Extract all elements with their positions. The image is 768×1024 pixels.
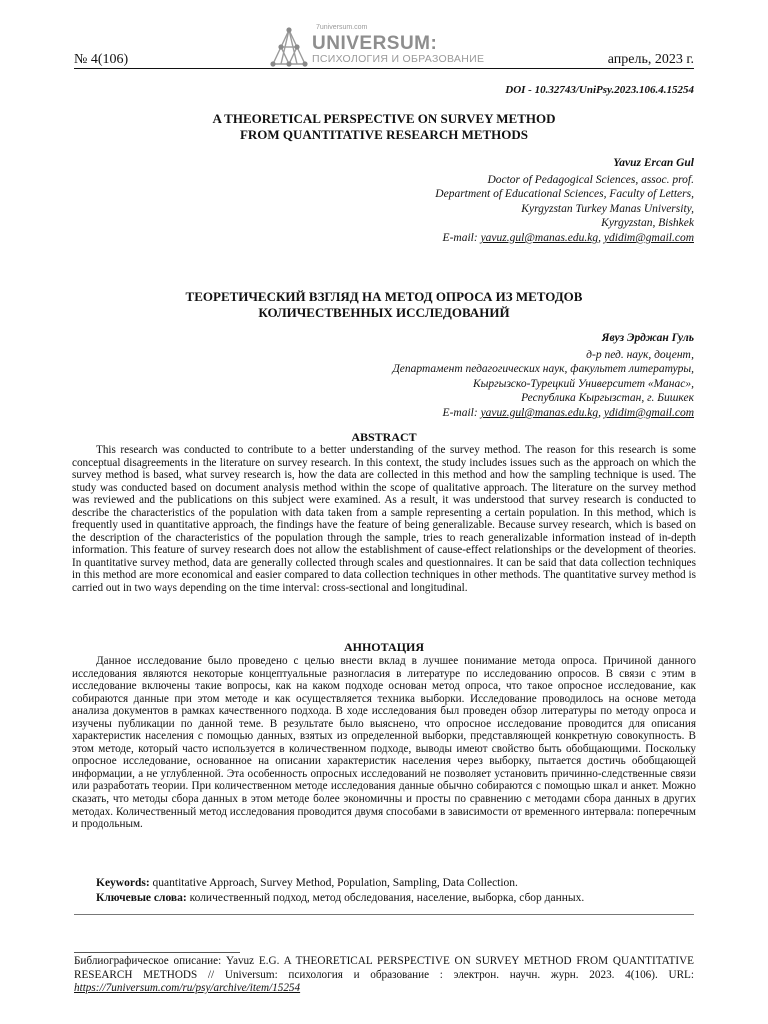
annotation-text: Данное исследование было проведено с целью внести вклад в лучшее понимание метода опроса. Причиной данного исследования являются некоторые концептуальные разногласия в литературе по исследованию опросов. В связи с этим в исследование включены такие вопросы, как на каком подходе основан метод опроса, что такое опросное исследование, как собираются данные при этом методе и как осуществляется техника выборки. Исследование проводилось на основе метода анализа документов в рамках качественного подхода. В ходе исследования был проведен обзор литературы по методу опроса и изучены публикации по данной теме. В результате было выяснено, что опросное исследование проводится для описания характеристик населения с помощью данных, взятых из определенной выборки, представляющей конкретную совокупность. В этом методе, который часто используется в количественном подходе, выводы имеют свойство быть обобщающими. Поскольку опросное исследование, основанное на описании характеристик населения через выборку, пытается достичь обобщающей информации, а не углубленной. Эта особенность опросных исследований не позволяет установить причинно-следственные связи или разработать теории. При количественном методе исследования данные обычно собираются с помощью шкал и анкет. Можно сказать, что методы сбора данных в этом методе более экономичны и просты по сравнению с методами сбора данных в других методах. Количественный метод исследования проводится двумя способами в зависимости от временного интервала: поперечным и продольным. bbox=[72, 655, 696, 831]
footnote-text: Yavuz E.G. A THEORETICAL PERSPECTIVE ON SURVEY METHOD FROM QUANTITATIVE RESEARCH METHODS // Universum: психология и образование : электрон. научн. журн. 2023. 4(106). URL: bbox=[74, 955, 694, 981]
keywords-text: quantitative Approach, Survey Method, Population, Sampling, Data Collection. bbox=[149, 877, 518, 889]
annotation-heading: АННОТАЦИЯ bbox=[343, 640, 425, 654]
logo-subtitle: ПСИХОЛОГИЯ И ОБРАЗОВАНИЕ bbox=[312, 53, 485, 65]
doi: DOI - 10.32743/UniPsy.2023.106.4.15254 bbox=[505, 84, 694, 96]
affiliation-line: Kyrgyzstan, Bishkek bbox=[601, 217, 694, 230]
title-line: FROM QUANTITATIVE RESEARCH METHODS bbox=[239, 127, 529, 142]
footnote-rule bbox=[74, 952, 240, 953]
header-divider bbox=[74, 68, 694, 69]
title-line: КОЛИЧЕСТВЕННЫХ ИССЛЕДОВАНИЙ bbox=[258, 305, 510, 320]
title-line: A THEORETICAL PERSPECTIVE ON SURVEY METHOD bbox=[212, 111, 556, 126]
affiliation-line: Департамент педагогических наук, факультет литературы, bbox=[392, 363, 694, 376]
email-line bbox=[392, 406, 694, 421]
keywords-en bbox=[96, 877, 518, 889]
keywords-ru bbox=[96, 892, 584, 904]
abstract-text: This research was conducted to contribute to a better understanding of the survey method. The reason for this research is some conceptual disagreements in the literature on survey research. In this context, the study includes issues such as the approach on which the survey method is based, what survey research is, how the data are collected in this method and how the sampling technique is used. The study was conducted based on document analysis method within the scope of qualitative approach. The literature on the survey method was reviewed and the publications on this subject were examined. As a result, it was understood that survey research is conducted to describe the characteristics of the population with data taken from a sample representing a certain population. In this method, which is frequently used in quantitative approach, the findings have the feature of being generalizable. Because survey research, which is based on the description of the characteristics of the population through the sample, tries to reach generalizable information instead of in-depth information. This feature of survey research does not allow the establishment of cause-effect relationships or the development of theories. In quantitative survey method, data are generally collected through scales and questionnaires. It can be said that data collection techniques in this method are more economical and easier compared to data collection techniques in other methods. The quantitative survey method is carried out in two ways depending on the time interval: cross-sectional and longitudinal. bbox=[72, 444, 696, 595]
email-link[interactable]: ydidim@gmail.com bbox=[603, 231, 694, 244]
affiliation-line: Кыргызско-Турецкий Университет «Манас», bbox=[473, 377, 694, 390]
email-link[interactable]: yavuz.gul@manas.edu.kg bbox=[480, 231, 599, 244]
abstract-heading: ABSTRACT bbox=[351, 430, 417, 444]
issue-number: № 4(106) bbox=[74, 52, 129, 67]
footnote-label: Библиографическое описание: bbox=[74, 955, 222, 967]
email-label: E-mail: bbox=[442, 406, 481, 419]
affiliation-line: Doctor of Pedagogical Sciences, assoc. prof. bbox=[487, 173, 694, 186]
email-line bbox=[435, 231, 694, 246]
author-name: Yavuz Ercan Gul bbox=[613, 157, 694, 169]
logo-site: 7universum.com bbox=[316, 24, 368, 31]
keywords-text: количественный подход, метод обследования, население, выборка, сбор данных. bbox=[186, 892, 585, 904]
russian-author-block bbox=[392, 331, 694, 421]
issue-date: апрель, 2023 г. bbox=[607, 52, 694, 67]
journal-logo[interactable] bbox=[270, 25, 490, 67]
bibliographic-footnote bbox=[74, 955, 694, 996]
footnote-url-link[interactable]: https://7universum.com/ru/psy/archive/item/15254 bbox=[74, 982, 301, 995]
english-author-block bbox=[435, 156, 694, 246]
english-title bbox=[74, 111, 694, 143]
affiliation-line: д-р пед. наук, доцент, bbox=[586, 348, 694, 361]
author-name: Явуз Эрджан Гуль bbox=[601, 332, 694, 344]
keywords-label: Ключевые слова: bbox=[96, 892, 187, 904]
russian-title bbox=[74, 289, 694, 321]
email-separator: , bbox=[598, 406, 604, 419]
bottom-divider bbox=[74, 914, 694, 915]
email-label: E-mail: bbox=[442, 231, 481, 244]
title-line: ТЕОРЕТИЧЕСКИЙ ВЗГЛЯД НА МЕТОД ОПРОСА ИЗ МЕТОДОВ bbox=[185, 289, 583, 304]
email-separator: , bbox=[598, 231, 604, 244]
affiliation-line: Department of Educational Sciences, Faculty of Letters, bbox=[435, 188, 694, 201]
affiliation-line: Республика Кыргызстан, г. Бишкек bbox=[521, 392, 694, 405]
email-link[interactable]: yavuz.gul@manas.edu.kg bbox=[480, 406, 599, 419]
logo-name: UNIVERSUM: bbox=[312, 33, 438, 54]
affiliation-line: Kyrgyzstan Turkey Manas University, bbox=[521, 202, 694, 215]
keywords-label: Keywords: bbox=[96, 877, 150, 889]
triangle-logo-icon bbox=[270, 27, 308, 67]
email-link[interactable]: ydidim@gmail.com bbox=[603, 406, 694, 419]
